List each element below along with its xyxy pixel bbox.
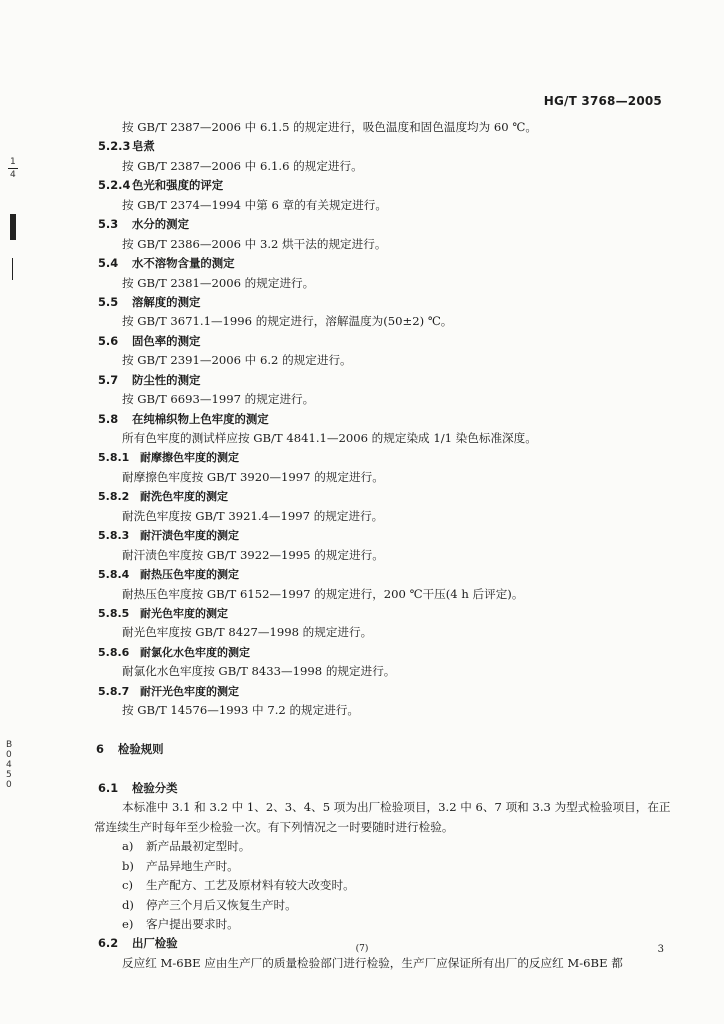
- list-item: [0, 896, 724, 915]
- footer-sheet-number: (7): [355, 944, 369, 954]
- paragraph-line: 耐光色牢度按 GB/T 8427—1998 的规定进行。: [122, 625, 373, 640]
- section-title: 耐摩擦色牢度的测定: [140, 451, 239, 465]
- section-title: 检验分类: [132, 780, 178, 795]
- section-title: 固色率的测定: [132, 333, 201, 348]
- section-title: 水不溶物含量的测定: [132, 256, 235, 271]
- section-title: 水分的测定: [132, 217, 189, 232]
- section-number: 5.8.1: [98, 451, 130, 465]
- section-number: 5.8.4: [98, 568, 130, 582]
- section-number: 6.2: [98, 936, 119, 951]
- section-number: 5.8.7: [98, 684, 130, 698]
- section-number: 5.5: [98, 294, 119, 309]
- paragraph-line: 反应红 M-6BE 应由生产厂的质量检验部门进行检验，生产厂应保证所有出厂的反应红 M-6BE 都: [122, 955, 623, 970]
- list-text: 产品异地生产时。: [146, 858, 239, 873]
- paragraph-line: 耐摩擦色牢度按 GB/T 3920—1997 的规定进行。: [122, 469, 384, 484]
- paragraph-line: 本标准中 3.1 和 3.2 中 1、2、3、4、5 项为出厂检验项目，3.2 中 6、7 项和 3.3 为型式检验项目，在正: [122, 800, 671, 815]
- section-number: 6: [96, 742, 104, 756]
- list-text: 客户提出要求时。: [146, 916, 239, 931]
- list-label: e): [122, 916, 134, 931]
- section-heading: [0, 332, 724, 351]
- section-heading: [0, 526, 724, 545]
- paragraph-line: 耐热压色牢度按 GB/T 6152—1997 的规定进行，200 ℃干压(4 h 后评定)。: [122, 586, 524, 601]
- section-number: 5.8.6: [98, 645, 130, 659]
- section-title: 耐汗渍色牢度的测定: [140, 529, 239, 543]
- section-title: 耐氯化水色牢度的测定: [140, 645, 250, 659]
- paragraph-line: 按 GB/T 2386—2006 中 3.2 烘干法的规定进行。: [122, 236, 387, 251]
- standard-code: HG/T 3768—2005: [543, 94, 662, 108]
- section-number: 5.7: [98, 372, 119, 387]
- list-label: a): [122, 839, 134, 854]
- section-number: 5.8.3: [98, 529, 130, 543]
- section-heading: [0, 643, 724, 662]
- list-text: 新产品最初定型时。: [146, 839, 251, 854]
- paragraph-line: 按 GB/T 2387—2006 中 6.1.5 的规定进行，吸色温度和固色温度均为 60 ℃。: [122, 120, 537, 134]
- spacer: [0, 721, 724, 740]
- margin-side-code: B 0 4 5 0: [6, 740, 13, 790]
- section-number: 5.3: [98, 217, 119, 232]
- paragraph-line: 按 GB/T 14576—1993 中 7.2 的规定进行。: [122, 703, 360, 718]
- section-heading: [0, 137, 724, 156]
- section-title: 溶解度的测定: [132, 294, 201, 309]
- list-label: c): [122, 878, 134, 893]
- section-number: 5.8.5: [98, 606, 130, 620]
- list-item: [0, 857, 724, 876]
- section-heading: [0, 410, 724, 429]
- section-heading: [0, 254, 724, 273]
- list-label: d): [122, 897, 134, 912]
- section-title: 在纯棉织物上色牢度的测定: [132, 411, 269, 426]
- page-number: 3: [657, 944, 664, 955]
- section-title: 耐光色牢度的测定: [140, 606, 228, 620]
- section-number: 5.8.2: [98, 490, 130, 504]
- section-number: 5.2.3: [98, 139, 131, 154]
- paragraph-line: 按 GB/T 3671.1—1996 的规定进行，溶解温度为(50±2) ℃。: [122, 314, 453, 329]
- list-item: [0, 876, 724, 895]
- margin-fraction-numerator: 1: [10, 157, 16, 167]
- section-heading: [0, 293, 724, 312]
- paragraph-line: 按 GB/T 6693—1997 的规定进行。: [122, 392, 315, 407]
- paragraph-line: 常连续生产时每年至少检验一次。有下列情况之一时要随时进行检验。: [94, 819, 454, 834]
- section-heading: [0, 448, 724, 467]
- paragraph-line: 耐汗渍色牢度按 GB/T 3922—1995 的规定进行。: [122, 547, 384, 562]
- section-title: 色光和强度的评定: [132, 178, 224, 193]
- section-number: 5.4: [98, 256, 119, 271]
- paragraph-line: 按 GB/T 2381—2006 的规定进行。: [122, 275, 315, 290]
- section-title: 皂煮: [132, 139, 155, 154]
- document-body: [0, 118, 724, 973]
- section-title: 检验规则: [118, 742, 164, 756]
- paragraph-line: 按 GB/T 2374—1994 中第 6 章的有关规定进行。: [122, 197, 387, 212]
- section-heading: [0, 371, 724, 390]
- section-heading: [0, 176, 724, 195]
- paragraph-line: 按 GB/T 2391—2006 中 6.2 的规定进行。: [122, 353, 352, 368]
- list-item: [0, 915, 724, 934]
- section-heading: [0, 740, 724, 759]
- section-heading: [0, 604, 724, 623]
- paragraph-line: 按 GB/T 2387—2006 中 6.1.6 的规定进行。: [122, 158, 363, 173]
- section-heading: [0, 682, 724, 701]
- list-item: [0, 837, 724, 856]
- list-label: b): [122, 858, 134, 873]
- section-heading: [0, 779, 724, 798]
- section-heading: [0, 565, 724, 584]
- section-title: 防尘性的测定: [132, 372, 201, 387]
- section-number: 5.8: [98, 411, 119, 426]
- list-text: 停产三个月后又恢复生产时。: [146, 897, 297, 912]
- paragraph-line: 耐洗色牢度按 GB/T 3921.4—1997 的规定进行。: [122, 508, 384, 523]
- list-text: 生产配方、工艺及原材料有较大改变时。: [146, 878, 355, 893]
- paragraph-line: 耐氯化水色牢度按 GB/T 8433—1998 的规定进行。: [122, 664, 396, 679]
- section-number: 5.2.4: [98, 178, 131, 193]
- spacer: [0, 759, 724, 778]
- paragraph-line: 所有色牢度的测试样应按 GB/T 4841.1—2006 的规定染成 1/1 染色标准深度。: [122, 431, 537, 445]
- section-number: 5.6: [98, 333, 119, 348]
- section-title: 耐热压色牢度的测定: [140, 568, 239, 582]
- section-title: 出厂检验: [132, 936, 178, 951]
- margin-fraction-denominator: 4: [10, 170, 16, 180]
- section-heading: [0, 487, 724, 506]
- section-title: 耐洗色牢度的测定: [140, 490, 228, 504]
- section-heading: [0, 215, 724, 234]
- section-number: 6.1: [98, 780, 119, 795]
- section-title: 耐汗光色牢度的测定: [140, 684, 239, 698]
